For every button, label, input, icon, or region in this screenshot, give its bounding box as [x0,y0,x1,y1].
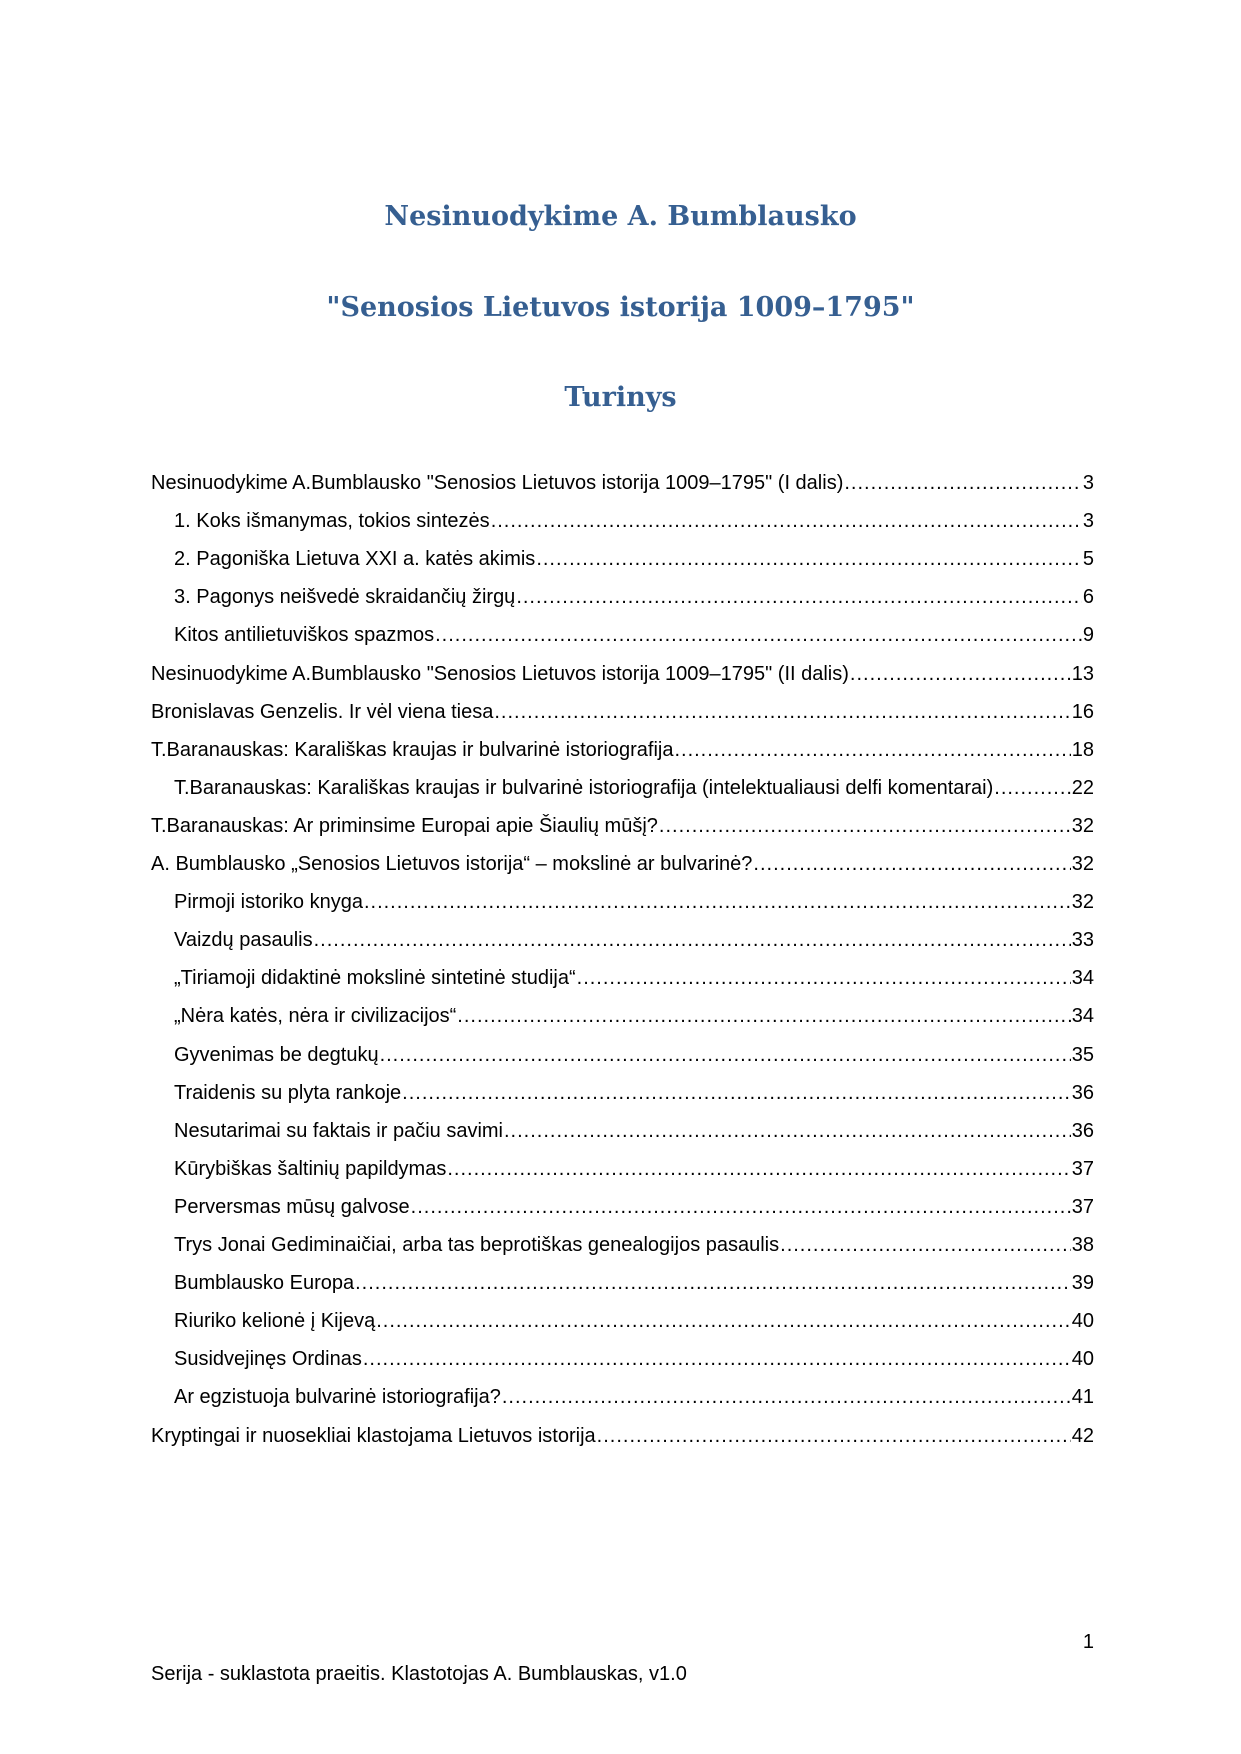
toc-entry-label: „Tiriamoji didaktinė mokslinė sintetinė studija“ [174,967,576,990]
toc-dot-leader [597,1421,1071,1451]
toc-entry[interactable] [174,1078,1094,1108]
toc-dot-leader [844,468,1082,498]
toc-entry-page-number: 3 [1082,472,1094,494]
toc-entry[interactable] [174,1116,1094,1146]
toc-dot-leader [994,773,1070,803]
toc-entry[interactable] [174,544,1094,574]
toc-entry[interactable] [151,468,1094,498]
toc-entry-label: Nesinuodykime A.Bumblausko "Senosios Lietuvos istorija 1009–1795" (I dalis) [151,472,844,494]
toc-entry-page-number: 41 [1071,1386,1094,1409]
toc-entry-label: 3. Pagonys neišvedė skraidančių žirgų [174,586,516,609]
toc-entry[interactable] [174,1344,1094,1374]
toc-entry-label: Pirmoji istoriko knyga [174,891,363,914]
toc-dot-leader [314,925,1071,955]
toc-entry-page-number: 40 [1071,1348,1094,1371]
toc-dot-leader [380,1040,1071,1070]
toc-entry-label: Ar egzistuoja bulvarinė istoriografija? [174,1386,501,1409]
toc-entry-page-number: 32 [1071,853,1094,875]
toc-entry-page-number: 35 [1071,1043,1094,1066]
toc-entry[interactable] [151,811,1094,841]
toc-dot-leader [753,849,1070,879]
toc-dot-leader [577,963,1071,993]
toc-entry-label: Riuriko kelionė į Kijevą [174,1310,376,1333]
toc-entry-label: Nesutarimai su faktais ir pačiu savimi [174,1119,503,1142]
page-footer: Serija - suklastota praeitis. Klastotojas A. Bumblauskas, v1.0 [151,1663,687,1685]
toc-entry[interactable] [174,887,1094,917]
toc-entry-label: Gyvenimas be degtukų [174,1043,379,1066]
toc-dot-leader [780,1230,1071,1260]
toc-entry[interactable] [151,735,1094,765]
toc-entry-label: Traidenis su plyta rankoje [174,1081,402,1104]
toc-entry[interactable] [174,1382,1094,1412]
toc-entry-label: T.Baranauskas: Karališkas kraujas ir bulvarinė istoriografija (intelektualiausi delfi komentarai) [174,776,994,799]
toc-entry-label: Susidvejinęs Ordinas [174,1348,362,1371]
toc-entry-page-number: 3 [1082,510,1094,533]
toc-entry-label: A. Bumblausko „Senosios Lietuvos istorija“ – mokslinė ar bulvarinė? [151,853,753,875]
toc-entry[interactable] [174,620,1094,650]
document-title-line-1: Nesinuodykime A. Bumblausko [384,201,857,232]
toc-entry-label: Bumblausko Europa [174,1272,355,1295]
toc-dot-leader [447,1154,1070,1184]
toc-entry-label: Kryptingai ir nuosekliai klastojama Lietuvos istorija [151,1424,596,1447]
toc-entry-page-number: 34 [1071,967,1094,990]
toc-entry[interactable] [151,697,1094,727]
toc-entry[interactable] [151,849,1094,879]
toc-entry[interactable] [174,1001,1094,1031]
toc-dot-leader [411,1192,1071,1222]
toc-dot-leader [363,1344,1071,1374]
toc-entry-label: T.Baranauskas: Ar priminsime Europai apie Šiaulių mūšį? [151,814,658,837]
toc-entry-page-number: 39 [1071,1272,1094,1295]
toc-dot-leader [364,887,1071,917]
toc-entry[interactable] [174,925,1094,955]
toc-dot-leader [494,697,1070,727]
toc-entry-label: Bronislavas Genzelis. Ir vėl viena tiesa [151,700,494,723]
toc-entry-page-number: 6 [1082,586,1094,609]
toc-entry[interactable] [174,1040,1094,1070]
toc-dot-leader [674,735,1070,765]
toc-entry[interactable] [174,773,1094,803]
toc-entry-page-number: 18 [1071,738,1094,761]
toc-entry[interactable] [174,963,1094,993]
toc-entry-label: 2. Pagoniška Lietuva XXI a. katės akimis [174,548,536,571]
toc-entry-label: Kitos antilietuviškos spazmos [174,624,435,647]
toc-entry-page-number: 34 [1071,1005,1094,1028]
toc-entry[interactable] [174,1192,1094,1222]
toc-entry-label: Perversmas mūsų galvose [174,1195,410,1218]
toc-entry-page-number: 32 [1071,891,1094,914]
toc-entry-page-number: 40 [1071,1310,1094,1333]
toc-dot-leader [435,620,1082,650]
toc-entry-label: Kūrybiškas šaltinių papildymas [174,1157,447,1180]
toc-dot-leader [491,506,1082,536]
toc-entry-page-number: 36 [1071,1081,1094,1104]
toc-entry-label: Nesinuodykime A.Bumblausko "Senosios Lietuvos istorija 1009–1795" (II dalis) [151,662,849,685]
toc-entry-page-number: 42 [1071,1424,1094,1447]
toc-entry-label: Trys Jonai Gediminaičiai, arba tas beprotiškas genealogijos pasaulis [174,1234,780,1256]
toc-entry[interactable] [174,1306,1094,1336]
toc-entry-page-number: 16 [1071,700,1094,723]
toc-entry-page-number: 38 [1071,1234,1094,1256]
toc-dot-leader [457,1001,1070,1031]
toc-dot-leader [659,811,1071,841]
toc-heading: Turinys [564,382,677,413]
toc-dot-leader [516,582,1082,612]
toc-entry[interactable] [174,582,1094,612]
toc-entry-label: „Nėra katės, nėra ir civilizacijos“ [174,1005,457,1028]
toc-entry[interactable] [174,1230,1094,1260]
toc-entry-page-number: 32 [1071,814,1094,837]
page-number: 1 [1082,1631,1094,1653]
toc-entry[interactable] [174,1268,1094,1298]
toc-dot-leader [402,1078,1071,1108]
toc-entry[interactable] [151,1421,1094,1451]
toc-entry-label: T.Baranauskas: Karališkas kraujas ir bulvarinė istoriografija [151,738,674,761]
toc-entry[interactable] [174,1154,1094,1184]
toc-dot-leader [536,544,1082,574]
toc-entry[interactable] [151,659,1094,689]
toc-entry-page-number: 33 [1071,929,1094,952]
toc-entry[interactable] [174,506,1094,536]
toc-entry-page-number: 9 [1082,624,1094,647]
toc-entry-page-number: 36 [1071,1119,1094,1142]
toc-dot-leader [502,1382,1071,1412]
toc-dot-leader [504,1116,1071,1146]
toc-dot-leader [850,659,1071,689]
toc-entry-page-number: 37 [1071,1195,1094,1218]
toc-entry-page-number: 22 [1071,776,1094,799]
toc-dot-leader [355,1268,1071,1298]
toc-entry-label: 1. Koks išmanymas, tokios sintezės [174,510,490,533]
toc-entry-label: Vaizdų pasaulis [174,929,313,952]
toc-entry-page-number: 13 [1071,662,1094,685]
toc-entry-page-number: 37 [1071,1157,1094,1180]
document-title-line-2: "Senosios Lietuvos istorija 1009–1795" [326,292,915,323]
toc-dot-leader [376,1306,1071,1336]
toc-entry-page-number: 5 [1082,548,1094,571]
